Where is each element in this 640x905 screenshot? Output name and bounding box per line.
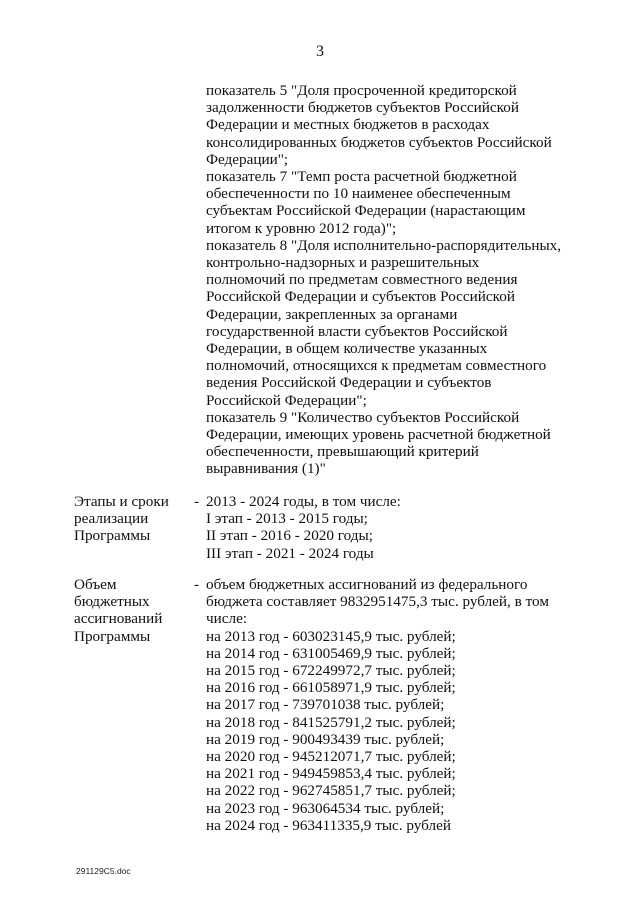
funding-intro-line: числе: xyxy=(206,610,248,628)
funding-year-line: на 2013 год - 603023145,9 тыс. рублей; xyxy=(206,627,456,645)
stages-block xyxy=(206,493,606,562)
indicator-line: государственной власти субъектов Российской xyxy=(206,322,508,340)
stage-line: 2013 - 2024 годы, в том числе: xyxy=(206,493,401,510)
funding-intro-line: объем бюджетных ассигнований из федерального xyxy=(206,576,528,593)
stage-line: II этап - 2016 - 2020 годы; xyxy=(206,527,373,545)
indicator-line: Российской Федерации"; xyxy=(206,391,367,409)
funding-block xyxy=(206,576,606,834)
indicator-line: контрольно-надзорных и разрешительных xyxy=(206,254,480,272)
funding-year-line: на 2014 год - 631005469,9 тыс. рублей; xyxy=(206,644,456,662)
funding-label-line: бюджетных xyxy=(74,593,150,611)
indicator-line: показатель 9 "Количество субъектов Российской xyxy=(206,408,520,426)
indicator-line: выравнивания (1)" xyxy=(206,460,326,478)
indicator-line: полномочий, относящихся к предметам совместного xyxy=(206,357,547,375)
indicator-line: показатель 7 "Темп роста расчетной бюджетной xyxy=(206,168,517,186)
funding-year-line: на 2017 год - 739701038 тыс. рублей; xyxy=(206,696,445,714)
document-filename: 291129C5.doc xyxy=(76,866,131,876)
indicators-block xyxy=(206,82,606,478)
indicator-line: обеспеченности, превышающий критерий xyxy=(206,443,479,461)
indicator-line: итогом к уровню 2012 года)"; xyxy=(206,219,397,237)
funding-year-line: на 2015 год - 672249972,7 тыс. рублей; xyxy=(206,662,456,680)
indicator-line: субъектам Российской Федерации (нарастающим xyxy=(206,202,526,220)
indicator-line: показатель 5 "Доля просроченной кредиторской xyxy=(206,82,517,99)
indicator-line: Российской Федерации и субъектов Российской xyxy=(206,288,515,306)
funding-year-line: на 2021 год - 949459853,4 тыс. рублей; xyxy=(206,765,456,783)
stages-label-line: Этапы и сроки xyxy=(74,493,169,510)
indicator-line: показатель 8 "Доля исполнительно-распорядительных, xyxy=(206,236,562,254)
indicator-line: Федерации, в общем количестве указанных xyxy=(206,340,488,358)
indicator-line: задолженности бюджетов субъектов Российской xyxy=(206,99,519,117)
funding-label-line: Объем xyxy=(74,576,117,593)
stages-label-line: реализации xyxy=(74,510,149,528)
funding-year-line: на 2018 год - 841525791,2 тыс. рублей; xyxy=(206,713,456,731)
indicator-line: Федерации и местных бюджетов в расходах xyxy=(206,116,490,134)
indicator-line: Федерации, имеющих уровень расчетной бюджетной xyxy=(206,426,551,444)
indicator-line: обеспеченности по 10 наименее обеспеченным xyxy=(206,185,511,203)
indicator-line: Федерации, закрепленных за органами xyxy=(206,305,458,323)
funding-year-line: на 2022 год - 962745851,7 тыс. рублей; xyxy=(206,782,456,800)
stages-dash: - xyxy=(194,493,200,510)
funding-label-line: Программы xyxy=(74,627,151,645)
funding-label xyxy=(74,576,194,645)
indicator-line: консолидированных бюджетов субъектов Российской xyxy=(206,133,552,151)
stages-label-line: Программы xyxy=(74,527,151,545)
funding-year-line: на 2024 год - 963411335,9 тыс. рублей xyxy=(206,816,451,834)
stages-label xyxy=(74,493,194,545)
funding-label-line: ассигнований xyxy=(74,610,163,628)
funding-dash: - xyxy=(194,576,200,593)
page-number: 3 xyxy=(316,43,324,60)
stage-line: III этап - 2021 - 2024 годы xyxy=(206,544,374,562)
indicator-line: полномочий по предметам совместного ведения xyxy=(206,271,518,289)
stage-line: I этап - 2013 - 2015 годы; xyxy=(206,510,368,528)
funding-year-line: на 2016 год - 661058971,9 тыс. рублей; xyxy=(206,679,456,697)
funding-year-line: на 2019 год - 900493439 тыс. рублей; xyxy=(206,730,445,748)
funding-intro-line: бюджета составляет 9832951475,3 тыс. рублей, в том xyxy=(206,593,549,611)
indicator-line: ведения Российской Федерации и субъектов xyxy=(206,374,492,392)
funding-year-line: на 2023 год - 963064534 тыс. рублей; xyxy=(206,799,445,817)
indicator-line: Федерации"; xyxy=(206,150,289,168)
funding-year-line: на 2020 год - 945212071,7 тыс. рублей; xyxy=(206,748,456,766)
